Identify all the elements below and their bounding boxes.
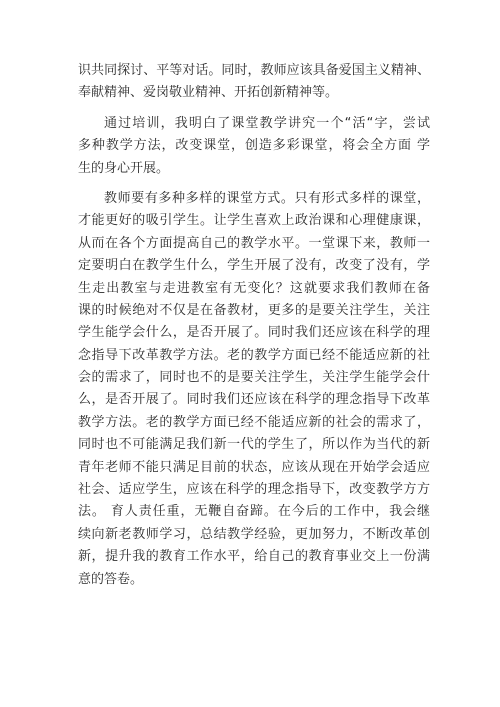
text-line: 新，提升我的教育工作水平，给自己的教育事业交上一份满	[78, 549, 430, 565]
text-line: 生的身心开展。	[78, 160, 170, 176]
paragraph	[78, 188, 430, 591]
text-line: 青年老师不能只满足目前的状态，应该从现在开始学会适应	[78, 459, 430, 475]
text-line: 教师要有多种多样的课堂方式。只有形式多样的课堂，	[104, 190, 430, 206]
text-line: 识共同探讨、平等对话。同时，教师应该具备爱国主义精神、	[78, 63, 430, 78]
text-line: 学生能学会什么，是否开展了。同时我们还应该在科学的理	[78, 325, 430, 341]
text-line: 么，是否开展了。同时我们还应该在科学的理念指导下改革	[78, 392, 430, 408]
text-line: 多种教学方法，改变课堂，创造多彩课堂，将会全方面 学	[78, 138, 430, 154]
text-line: 课的时候绝对不仅是在备教材，更多的是要关注学生，关注	[78, 302, 430, 318]
text-line: 奉献精神、爱岗敬业精神、开拓创新精神等。	[78, 85, 339, 101]
text-line: 定要明白在教学生什么，学生开展了没有，改变了没有，学	[78, 258, 430, 274]
text-line: 续向新老教师学习，总结教学经验，更加努力，不断改革创	[78, 526, 430, 542]
text-line: 才能更好的吸引学生。让学生喜欢上政治课和心理健康课，	[78, 213, 430, 229]
paragraph	[78, 113, 430, 180]
text-line: 从而在各个方面提高自己的教学水平。一堂课下来，教师一	[78, 235, 430, 251]
text-line: 法。 育人责任重，无鞭自奋蹄。在今后的工作中，我会继	[78, 504, 430, 520]
text-line: 生走出教室与走进教室有无变化？这就要求我们教师在备	[78, 280, 430, 296]
text-line: 念指导下改革教学方法。老的教学方面已经不能适应新的社	[78, 347, 430, 363]
text-line: 教学方法。老的教学方面已经不能适应新的社会的需求了，	[78, 414, 430, 430]
text-line: 通过培训，我明白了课堂教学讲究一个“活“字，尝试	[104, 115, 430, 131]
text-line: 会的需求了，同时也不的是要关注学生，关注学生能学会什	[78, 370, 430, 386]
text-line: 同时也不可能满足我们新一代的学生了，所以作为当代的新	[78, 437, 430, 453]
text-line: 意的答卷。	[78, 571, 144, 587]
text-line: 社会、适应学生，应该在科学的理念指导下，改变教学方方	[78, 482, 430, 498]
paragraph	[78, 60, 430, 105]
document-body	[78, 60, 430, 591]
